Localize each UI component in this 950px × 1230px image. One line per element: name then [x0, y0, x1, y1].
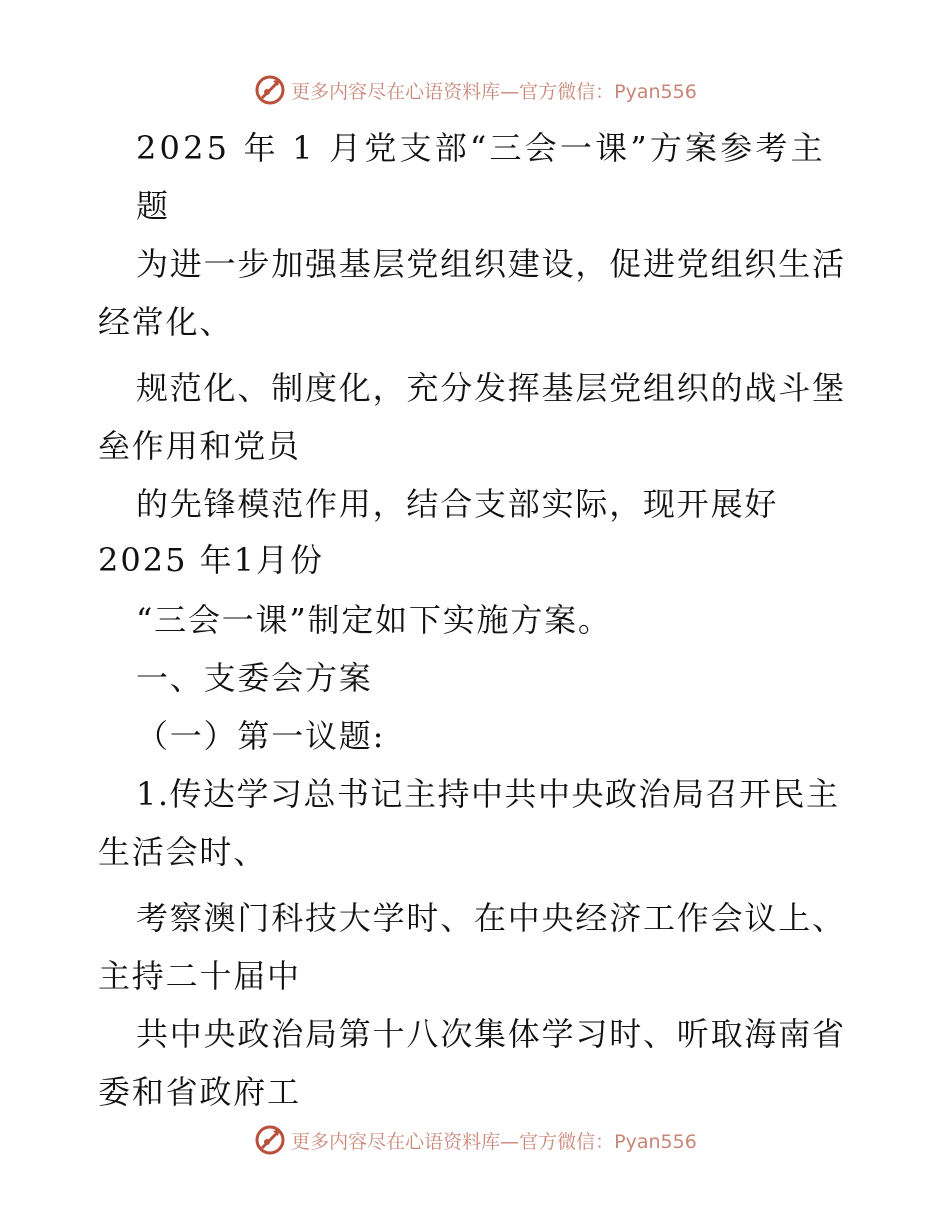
doc-paragraph-line: 共中央政治局第十八次集体学习时、听取海南省 — [136, 1015, 846, 1053]
watermark-logo-icon — [253, 1123, 287, 1157]
doc-paragraph-line: 垒作用和党员 — [98, 427, 301, 465]
doc-title-line-2: 题 — [136, 187, 169, 225]
doc-paragraph-line: 考察澳门科技大学时、在中央经济工作会议上、 — [136, 899, 846, 937]
doc-paragraph-line: 经常化、 — [98, 303, 234, 341]
doc-paragraph-line: 规范化、制度化，充分发挥基层党组织的战斗堡 — [136, 369, 846, 407]
watermark-logo-icon — [253, 73, 287, 107]
doc-section-heading: 一、支委会方案 — [136, 659, 373, 697]
doc-paragraph-line: 委和省政府工 — [98, 1073, 301, 1111]
watermark-text: 更多内容尽在心语资料库—官方微信：Pyan556 — [291, 80, 697, 103]
doc-paragraph-line: 生活会时、 — [98, 833, 268, 871]
doc-paragraph-line: 2025 年1月份 — [98, 541, 324, 579]
doc-paragraph-line: 1.传达学习总书记主持中共中央政治局召开民主 — [136, 775, 840, 813]
doc-paragraph-line: 主持二十届中 — [98, 957, 301, 995]
doc-subsection-heading: （一）第一议题: — [136, 717, 386, 755]
doc-title-line-1: 2025 年 1 月党支部“三会一课”方案参考主 — [136, 129, 826, 167]
watermark-footer — [0, 1120, 950, 1160]
watermark-header — [0, 70, 950, 110]
doc-paragraph-line: “三会一课”制定如下实施方案。 — [136, 601, 612, 639]
doc-paragraph-line: 的先锋模范作用，结合支部实际，现开展好 — [136, 485, 779, 523]
doc-paragraph-line: 为进一步加强基层党组织建设，促进党组织生活 — [136, 245, 846, 283]
watermark-text: 更多内容尽在心语资料库—官方微信：Pyan556 — [291, 1130, 697, 1153]
